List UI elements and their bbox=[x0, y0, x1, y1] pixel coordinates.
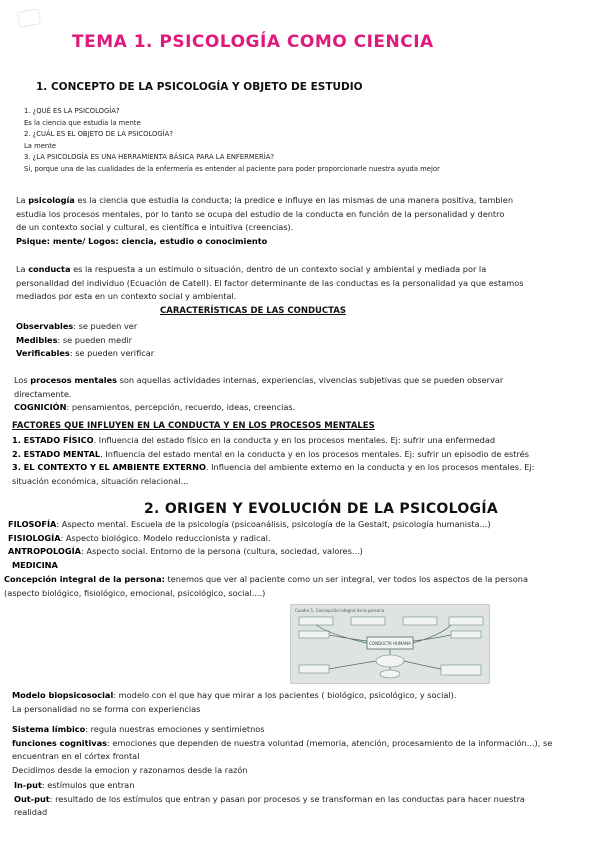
qa-line: Si, porque una de las cualidades de la enfermería es entender al paciente para poder proporcionarle nuestra ayuda mejor bbox=[24, 164, 440, 173]
factores-heading: FACTORES QUE INFLUYEN EN LA CONDUCTA Y EN LOS PROCESOS MENTALES bbox=[12, 421, 375, 431]
diagram-graphic bbox=[291, 605, 490, 684]
modelo-biopsicosocial: Modelo biopsicosocial: modelo con el que hay que mirar a los pacientes ( biológico, psicológico, y social). La personalidad no se forma con experiencias bbox=[12, 690, 457, 714]
page-title: TEMA 1. PSICOLOGÍA COMO CIENCIA bbox=[72, 32, 434, 52]
psicologia-definition: La psicología es la ciencia que estudia la conducta; la predice e influye en las mismas de una manera positiva, tambien estudia los procesos mentales, por lo tanto se ocupa del estudio de la conducta en función de la personalidad y dentro de un contexto social y cultural, es científica e intuitiva (creencias). Psique: mente/ Logos: ciencia, estudio o conocimiento bbox=[16, 194, 513, 248]
qa-list bbox=[24, 106, 440, 175]
medicina-label: MEDICINA bbox=[12, 559, 58, 570]
integral-person-diagram bbox=[290, 604, 490, 684]
conducta-term: conducta bbox=[28, 264, 71, 274]
list-item: 3. EL CONTEXTO Y EL AMBIENTE EXTERNO. Influencia del ambiente externo en la conducta y en los procesos mentales. Ej: bbox=[12, 462, 535, 473]
list-item: Verificables: se pueden verificar bbox=[16, 348, 155, 359]
psicologia-term: psicología bbox=[28, 195, 75, 205]
input-output: In-put: estímulos que entran Out-put: resultado de los estímulos que entran y pasan por procesos y se transforman en las conductas para hacer nuestra realidad bbox=[14, 780, 525, 818]
procesos-term: procesos mentales bbox=[30, 375, 118, 385]
section-2-heading: 2. ORIGEN Y EVOLUCIÓN DE LA PSICOLOGÍA bbox=[144, 501, 498, 517]
factores-list: 1. ESTADO FÍSICO. Influencia del estado físico en la conducta y en los procesos mentales. Ej: sufrir una enfermedad 2. ESTADO MENTAL. Influencia del estado mental en la conducta y en los procesos mentales. Ej: sufrir un episodio de estrés 3. EL CONTEXTO Y EL AMBIENTE EXTERNO. Influencia del ambiente externo en la conducta y en los procesos mentales. Ej: situación económica, situación relacional... bbox=[12, 435, 535, 486]
origen-list bbox=[8, 518, 491, 572]
list-item: ANTROPOLOGÍA: Aspecto social. Entorno de la persona (cultura, sociedad, valores...) bbox=[8, 546, 363, 557]
qa-line: 2. ¿CUÁL ES EL OBJETO DE LA PSICOLOGÍA? bbox=[24, 130, 173, 138]
qa-line: 1. ¿QUÉ ES LA PSICOLOGÍA? bbox=[24, 107, 120, 115]
qa-line: La mente bbox=[24, 141, 57, 150]
list-item: 1. ESTADO FÍSICO. Influencia del estado físico en la conducta y en los procesos mentales. Ej: sufrir una enfermedad bbox=[12, 435, 496, 445]
conducta-definition: La conducta es la respuesta a un estimulo o situación, dentro de un contexto social y ambiental y mediada por la personalidad del individuo (Ecuación de Catell). El factor determinante de las conductas es la personalidad ya que estamos mediados por esta en un contexto social y ambiental. bbox=[16, 264, 524, 302]
diagram-center-label: CONDUCTA HUMANA bbox=[369, 641, 411, 646]
list-item: Observables: se pueden ver bbox=[16, 321, 138, 331]
section-1-heading: 1. CONCEPTO DE LA PSICOLOGÍA Y OBJETO DE ESTUDIO bbox=[36, 81, 363, 93]
psique-line: Psique: mente/ Logos: ciencia, estudio o conocimiento bbox=[16, 235, 268, 246]
diagram-caption: Cuadro 1. Concepción integral de la persona bbox=[295, 608, 385, 613]
concepcion-integral: Concepción integral de la persona: tenemos que ver al paciente como un ser integral, ver todos los aspectos de la persona (aspecto biológico, fisiológico, emocional, psicológico, social....) bbox=[4, 574, 529, 598]
list-item: 2. ESTADO MENTAL. Influencia del estado mental en la conducta y en los procesos mentales. Ej: sufrir un episodio de estrés bbox=[12, 448, 529, 459]
qa-line: Es la ciencia que estudia la mente bbox=[24, 118, 141, 127]
watermark-logo bbox=[17, 8, 41, 28]
caracteristicas-list bbox=[16, 320, 154, 361]
qa-line: 3. ¿LA PSICOLOGÍA ES UNA HERRAMIENTA BÁSICA PARA LA ENFERMERÍA? bbox=[24, 153, 275, 161]
list-item: FISIOLOGÍA: Aspecto biológico. Modelo reduccionista y radical. bbox=[8, 532, 271, 543]
list-item: FILOSOFÍA: Aspecto mental. Escuela de la psicología (psicoanálisis, psicología de la Gestalt, psicología humanista...) bbox=[8, 519, 491, 529]
procesos-mentales: Los procesos mentales son aquellas actividades internas, experiencias, vivencias subjetivas que se pueden observar directamente. COGNICIÓN: pensamientos, percepción, recuerdo, ideas, creencias. bbox=[14, 375, 504, 413]
sistema-limbico: Sistema límbico: regula nuestras emociones y sentimietnos funciones cognitivas: emociones que dependen de nuestra voluntad (memoria, atención, procesamiento de la información...), se encuentran en el córtex frontal Decidimos desde la emocion y razonamos desde la razón bbox=[12, 724, 553, 775]
list-item: Medibles: se pueden medir bbox=[16, 334, 133, 345]
caracteristicas-heading: CARACTERÍSTICAS DE LAS CONDUCTAS bbox=[160, 306, 346, 316]
